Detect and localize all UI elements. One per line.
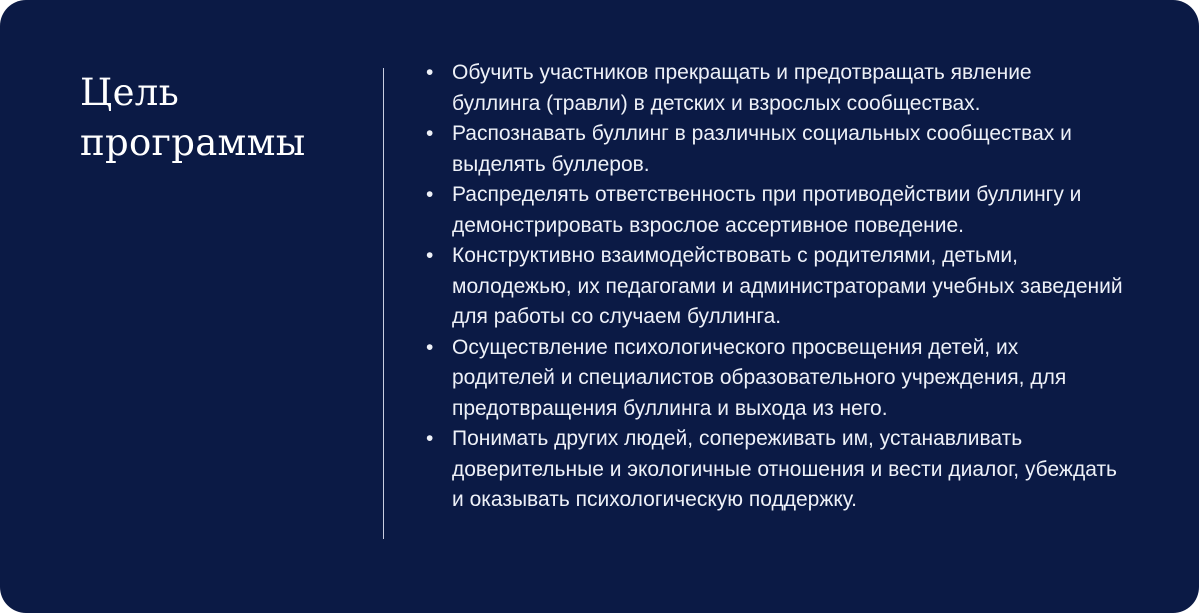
goal-item — [424, 58, 1124, 119]
goal-text: Обучить участников прекращать и предотвращать явление буллинга (травли) в детских и взрослых сообществах. — [452, 61, 1032, 115]
goal-item — [424, 424, 1124, 516]
goal-item — [424, 119, 1124, 180]
goal-item — [424, 180, 1124, 241]
goal-text: Понимать других людей, сопереживать им, устанавливать доверительные и экологичные отношения и вести диалог, убеждать и оказывать психологическую поддержку. — [452, 427, 1117, 511]
goal-text: Распределять ответственность при противодействии буллингу и демонстрировать взрослое ассертивное поведение. — [452, 183, 1082, 237]
goal-item — [424, 241, 1124, 333]
goal-text: Распознавать буллинг в различных социальных сообществах и выделять буллеров. — [452, 122, 1072, 176]
goals-list — [424, 58, 1124, 516]
bullet-icon: • — [426, 335, 434, 359]
goal-item — [424, 333, 1124, 425]
section-title-line-1: Цель — [80, 71, 180, 114]
section-title-line-2: программы — [80, 121, 306, 164]
bullet-icon: • — [426, 183, 434, 206]
vertical-divider — [383, 68, 384, 539]
bullet-icon: • — [426, 61, 434, 84]
goal-text: Осуществление психологического просвещения детей, их родителей и специалистов образовательного учреждения, для предотвращения буллинга и выхода из него. — [452, 335, 1067, 420]
bullet-icon: • — [426, 427, 434, 450]
goal-text: Конструктивно взаимодействовать с родителями, детьми, молодежью, их педагогами и администраторами учебных заведений для работы со случаем буллинга. — [452, 244, 1123, 328]
bullet-icon: • — [426, 122, 434, 145]
bullet-icon: • — [426, 244, 434, 267]
section-title — [80, 68, 360, 168]
